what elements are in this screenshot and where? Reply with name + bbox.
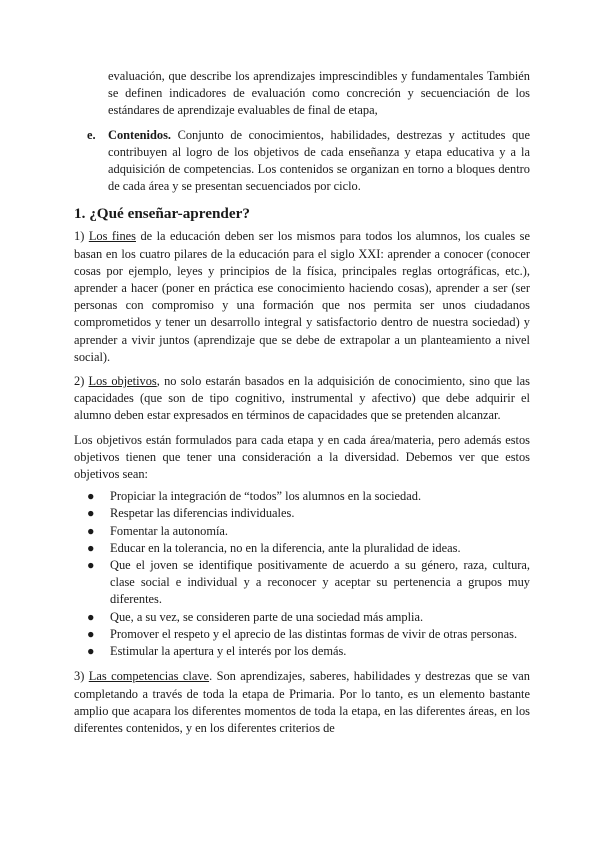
section-heading: 1. ¿Qué enseñar-aprender? bbox=[74, 205, 250, 223]
item-title: Contenidos. bbox=[108, 127, 171, 142]
bullet-icon: ● bbox=[87, 540, 95, 555]
list-item: ● Fomentar la autonomía. bbox=[74, 523, 530, 540]
bullet-icon: ● bbox=[87, 506, 95, 521]
paragraph-number: 1) bbox=[74, 229, 89, 244]
continuation-paragraph: evaluación, que describe los aprendizajes imprescindibles y fundamentales También se definen indicadores de evaluación como concreción y secuenciación de los estándares de aprendizaje evaluables de final de etapa, bbox=[108, 69, 530, 118]
paragraph-number: 2) bbox=[74, 374, 89, 389]
paragraph-objetivos bbox=[74, 373, 530, 425]
list-item: ● Promover el respeto y el aprecio de las distintas formas de vivir de otras personas. bbox=[74, 626, 530, 643]
list-item: ● Estimular la apertura y el interés por los demás. bbox=[74, 643, 530, 660]
list-item: ● Educar en la tolerancia, no en la diferencia, ante la pluralidad de ideas. bbox=[74, 540, 530, 557]
item-text: Conjunto de conocimientos, habilidades, destrezas y actitudes que contribuyen al logro de los objetivos de cada enseñanza y etapa educativa y a la adquisición de competencias. Los contenidos se organizan en torno a bloques dentro de cada área y se presentan secuenciados por ciclo. bbox=[108, 127, 530, 194]
bullet-icon: ● bbox=[87, 609, 95, 624]
list-letter: e. bbox=[87, 127, 96, 142]
term-objetivos: Los objetivos bbox=[88, 374, 157, 389]
list-item: ● Que el joven se identifique positivamente de acuerdo a su género, raza, cultura, clase social e individual y a reconocer y aceptar su pertenencia a grupos muy diferentes. bbox=[87, 558, 530, 607]
objectives-list bbox=[74, 488, 530, 660]
paragraph-text: , no solo estarán basados en la adquisición de conocimiento, sino que las capacidades (que son de tipo cognitivo, instrumental y afectivo) que debe adquirir el alumno deben estar expresados en términos de capacidades que se pretenden alcanzar. bbox=[74, 374, 530, 423]
term-competencias: Las competencias clave bbox=[88, 669, 210, 684]
paragraph-text: de la educación deben ser los mismos para todos los alumnos, los cuales se basan en los cuatro pilares de la educación para el siglo XXI: aprender a conocer (conocer cosas por ejemplo, leyes y principios de la física, principales reglas ortográficas, etc.), aprender a hacer (poner en práctica ese conocimiento haciendo cosas), aprender a ser (ser personas con compromiso y una formación que nos permita ser unos ciudadanos comprometidos y tener un desarrollo integral y satisfactorio dentro de nuestra sociedad) y aprender a vivir juntos (aprendizaje que se debe de extrapolar a un planteamiento a nivel social). bbox=[74, 229, 531, 364]
bullet-icon: ● bbox=[87, 523, 95, 538]
document-page bbox=[74, 68, 530, 737]
list-item: ● Que, a su vez, se consideren parte de una sociedad más amplia. bbox=[74, 609, 530, 626]
paragraph-objetivos-formulados: Los objetivos están formulados para cada etapa y en cada área/materia, pero además estos objetivos tienen que tener una consideración a la diversidad. Debemos ver que estos objetivos sean: bbox=[74, 432, 530, 482]
list-item: ● Propiciar la integración de “todos” los alumnos en la sociedad. bbox=[74, 488, 530, 505]
paragraph-text: . Son aprendizajes, saberes, habilidades y destrezas que se van completando a través de toda la etapa de Primaria. Por lo tanto, es un elemento bastante amplio que acapara los diferentes momentos de toda la etapa, en las diferentes áreas, en los diferentes contenidos, y en los diferentes criterios de bbox=[74, 669, 530, 735]
bullet-icon: ● bbox=[87, 489, 95, 504]
list-item-contenidos bbox=[74, 127, 530, 196]
paragraph-number: 3) bbox=[74, 669, 89, 684]
paragraph-fines bbox=[74, 228, 530, 366]
bullet-icon: ● bbox=[87, 558, 95, 573]
bullet-icon: ● bbox=[87, 644, 95, 659]
paragraph-competencias bbox=[74, 668, 530, 737]
list-item: ● Respetar las diferencias individuales. bbox=[74, 505, 530, 522]
bullet-icon: ● bbox=[87, 626, 95, 641]
term-fines: Los fines bbox=[88, 229, 136, 244]
